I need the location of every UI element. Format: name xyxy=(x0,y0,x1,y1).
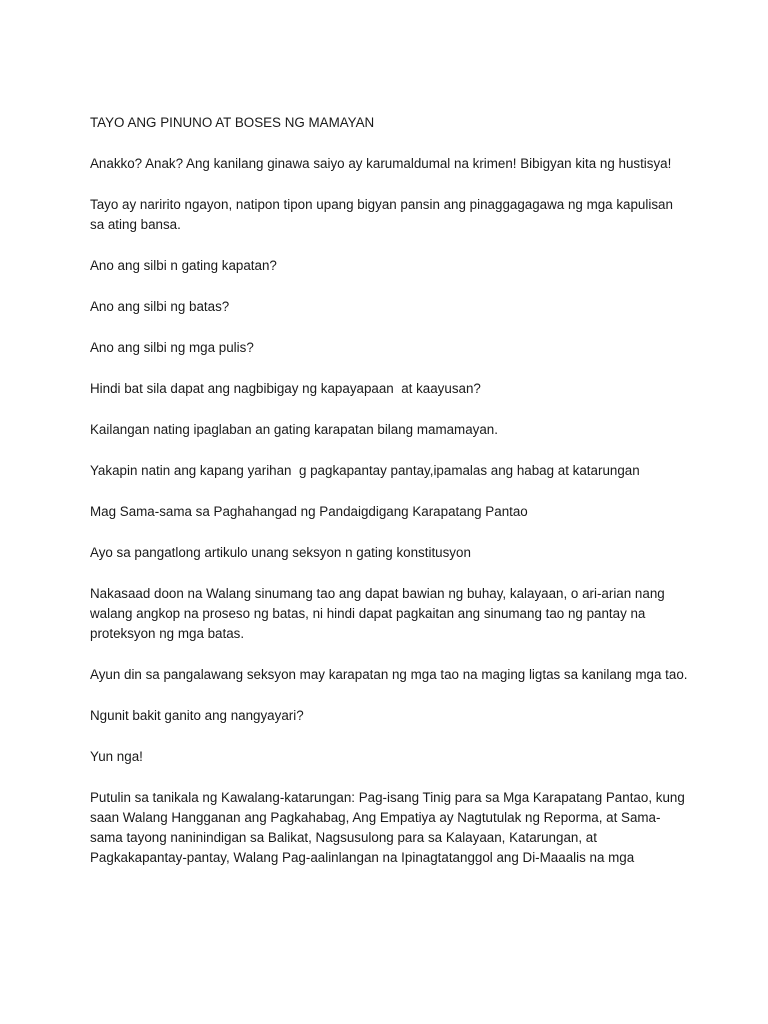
paragraph: Kailangan nating ipaglaban an gating karapatan bilang mamamayan. xyxy=(90,422,498,437)
paragraph: Tayo ay naririto ngayon, natipon tipon upang bigyan pansin ang pinaggagagawa ng mga kapulisan sa ating bansa. xyxy=(90,197,677,232)
paragraph: Ayun din sa pangalawang seksyon may karapatan ng mga tao na maging ligtas sa kanilang mga tao. xyxy=(90,667,688,682)
paragraph: Ano ang silbi n gating kapatan? xyxy=(90,258,277,273)
paragraph: Nakasaad doon na Walang sinumang tao ang dapat bawian ng buhay, kalayaan, o ari-arian nang walang angkop na proseso ng batas, ni hindi dapat pagkaitan ang sinumang tao ng pantay na proteksyon ng mga batas. xyxy=(90,586,669,641)
paragraph: Hindi bat sila dapat ang nagbibigay ng kapayapaan at kaayusan? xyxy=(90,381,481,396)
document-title: TAYO ANG PINUNO AT BOSES NG MAMAYAN xyxy=(90,115,375,130)
paragraph: Ayo sa pangatlong artikulo unang seksyon n gating konstitusyon xyxy=(90,545,471,560)
paragraph: Mag Sama-sama sa Paghahangad ng Pandaigdigang Karapatang Pantao xyxy=(90,504,528,519)
paragraph: Ngunit bakit ganito ang nangyayari? xyxy=(90,708,304,723)
document-body xyxy=(90,113,690,889)
paragraph: Yakapin natin ang kapang yarihan g pagkapantay pantay,ipamalas ang habag at katarungan xyxy=(90,463,640,478)
paragraph: Anakko? Anak? Ang kanilang ginawa saiyo ay karumaldumal na krimen! Bibigyan kita ng hustisya! xyxy=(90,156,672,171)
paragraph: Ano ang silbi ng mga pulis? xyxy=(90,340,254,355)
paragraph: Ano ang silbi ng batas? xyxy=(90,299,230,314)
paragraph: Putulin sa tanikala ng Kawalang-katarungan: Pag-isang Tinig para sa Mga Karapatang Pantao, kung saan Walang Hangganan ang Pagkahabag, Ang Empatiya ay Nagtutulak ng Reporma, at Sama-sama tayong naninindigan sa Balikat, Nagsusulong para sa Kalayaan, Katarungan, at Pagkakapantay-pantay, Walang Pag-aalinlangan na Ipinagtatanggol ang Di-Maaalis na mga xyxy=(90,790,689,865)
paragraph: Yun nga! xyxy=(90,749,143,764)
